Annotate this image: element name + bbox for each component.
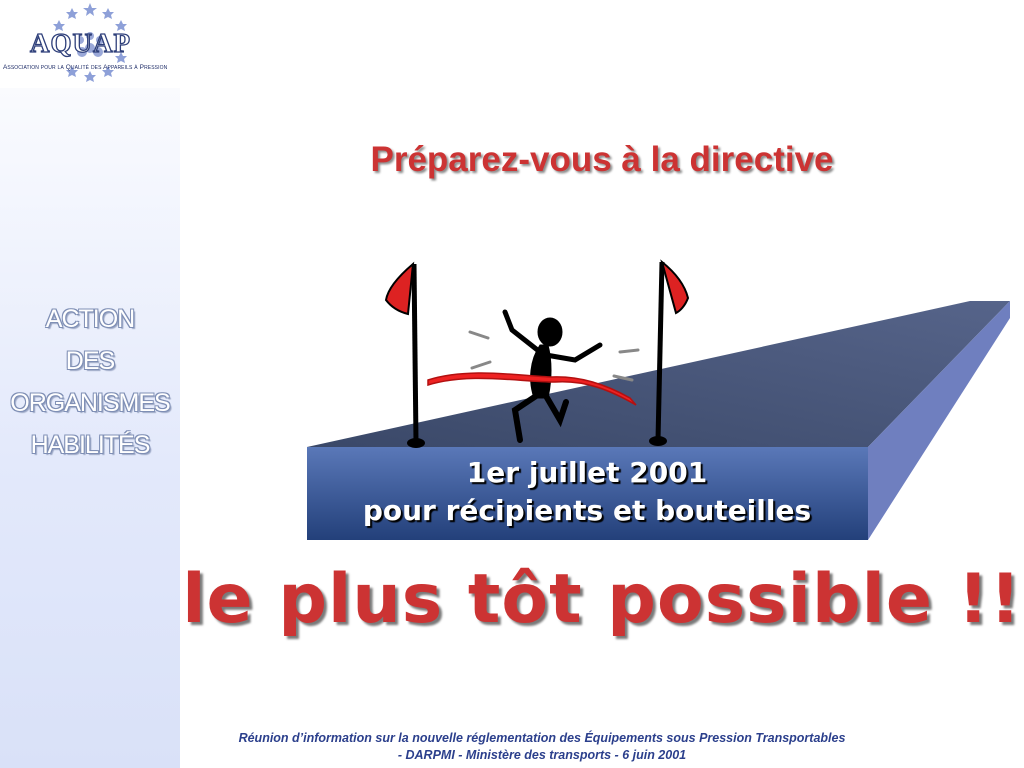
footer <box>180 730 904 764</box>
logo-wordmark: AQUAP <box>30 28 131 58</box>
banner-date: 1er juillet 2001 <box>466 456 708 489</box>
page-title: Préparez-vous à la directive <box>370 140 834 179</box>
flag-icon <box>386 264 425 448</box>
sidebar-title-line: ACTION <box>45 305 135 333</box>
footer-line: Réunion d’information sur la nouvelle réglementation des Équipements sous Pression Transportables <box>238 731 846 745</box>
sidebar-title-line: ORGANISMES <box>10 389 170 417</box>
sidebar-title-line: DES <box>65 347 115 375</box>
slogan: le plus tôt possible !! <box>182 560 1022 639</box>
banner-text <box>307 455 867 531</box>
footer-line: - DARPMI - Ministère des transports - 6 juin 2001 <box>397 748 687 762</box>
banner-scope: pour récipients et bouteilles <box>362 494 812 527</box>
sidebar-title-line: HABILITÉS <box>30 431 150 459</box>
logo-subtitle: Association pour la Qualité des Appareils à Pression <box>3 64 168 71</box>
